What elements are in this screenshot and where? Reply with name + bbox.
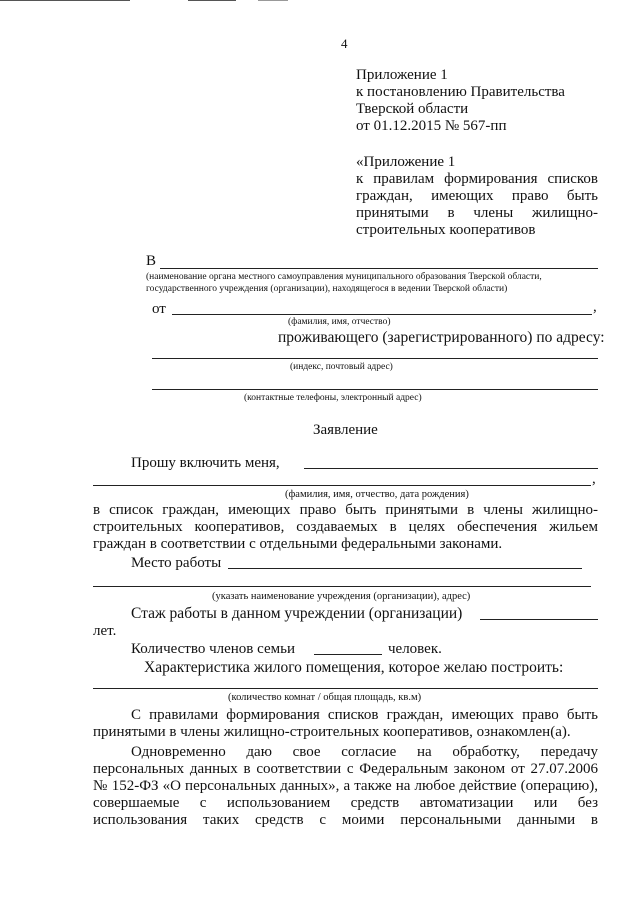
request-hint: (фамилия, имя, отчество, дата рождения) [285,489,469,500]
appendix-date: от 01.12.2015 № 567-пп [356,118,507,134]
request-name-field[interactable] [304,468,598,469]
addressee-hint: государственного учреждения (организации), находящегося в ведении Тверской области) [146,284,508,294]
family-count-label: Количество членов семьи [131,641,295,657]
family-count-field[interactable] [314,654,382,655]
workplace-hint: (указать наименование учреждения (организации), адрес) [212,591,471,602]
paragraph-line: С правилами формирования списков граждан, имеющих право быть [131,707,598,723]
workplace-label: Место работы [131,555,222,571]
paragraph-line: использования таких средств с моими персональными данными в [93,812,598,828]
workplace-field-2[interactable] [93,586,591,587]
workplace-field[interactable] [228,568,582,569]
rules-appendix-line: к правилам формирования списков [356,171,598,187]
contacts-field[interactable] [152,389,598,390]
paragraph-line: совершаемые с использованием средств автоматизации или без [93,795,598,811]
appendix-title: Приложение 1 [356,67,448,83]
rules-appendix-line: строительных кооперативов [356,222,536,238]
family-count-suffix: человек. [388,641,442,657]
scan-artifact-line [258,0,288,1]
paragraph-line: Одновременно даю свое согласие на обработку, передачу [131,744,598,760]
rules-appendix-line: граждан, имеющих право быть [356,188,598,204]
years-label: лет. [93,623,117,639]
rules-appendix-line: принятыми в члены жилищно- [356,205,598,221]
experience-field[interactable] [480,619,598,620]
scan-artifact-line [188,0,236,1]
contacts-hint: (контактные телефоны, электронный адрес) [244,393,422,403]
addressee-hint: (наименование органа местного самоуправления муниципального образования Тверской области, [146,272,542,282]
comma: , [592,471,596,487]
address-hint: (индекс, почтовый адрес) [290,362,393,372]
paragraph-line: персональных данных в соответствии с Федеральным законом от 27.07.2006 [93,761,598,777]
paragraph-line: принятыми в члены жилищно-строительных кооперативов, ознакомлен(а). [93,724,571,740]
residing-label: проживающего (зарегистрированного) по адресу: [278,329,605,346]
page-number: 4 [341,36,348,51]
housing-field[interactable] [93,688,598,689]
paragraph-line: строительных кооперативов, создаваемых в целях обеспечения жильем [93,519,598,535]
rules-appendix-title: «Приложение 1 [356,154,456,170]
paragraph-line: № 152-ФЗ «О персональных данных», а также на любое действие (операцию), [93,778,598,794]
scan-artifact-line [0,0,130,1]
address-field[interactable] [152,358,598,359]
request-label: Прошу включить меня, [131,455,280,471]
request-dob-field[interactable] [93,485,591,486]
comma: , [593,299,597,315]
addressee-field[interactable] [160,268,598,269]
housing-hint: (количество комнат / общая площадь, кв.м) [228,692,422,703]
document-title: Заявление [313,422,378,438]
housing-label: Характеристика жилого помещения, которое желаю построить: [144,659,564,676]
appendix-line: к постановлению Правительства [356,84,565,100]
to-label: В [146,253,157,269]
applicant-name-hint: (фамилия, имя, отчество) [288,317,391,327]
appendix-line: Тверской области [356,101,469,117]
experience-label: Стаж работы в данном учреждении (организации) [131,605,463,622]
paragraph-line: в список граждан, имеющих право быть принятыми в члены жилищно- [93,502,598,518]
from-label: от [152,301,166,317]
applicant-name-field[interactable] [172,314,592,315]
paragraph-line: граждан в соответствии с отдельными федеральными законами. [93,536,503,552]
